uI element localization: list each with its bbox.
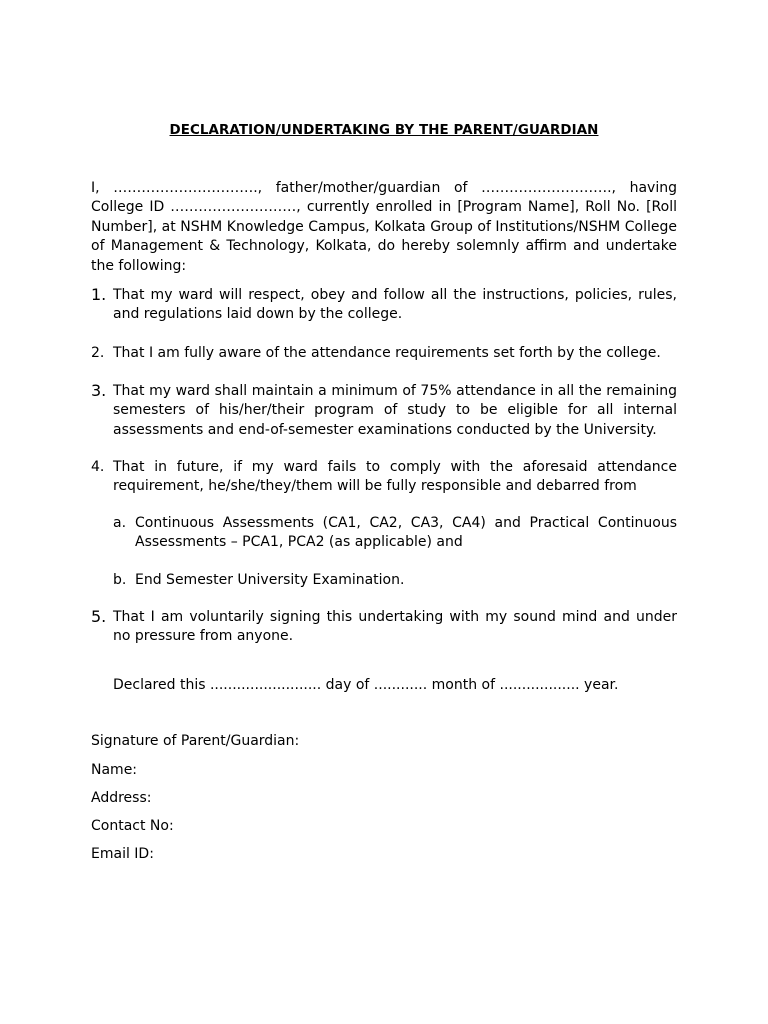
list-item-number: 3. xyxy=(91,381,107,400)
list-item-number: 2. xyxy=(91,345,105,361)
email-label: Email ID: xyxy=(91,846,154,862)
list-item xyxy=(91,382,677,440)
signature-label: Signature of Parent/Guardian: xyxy=(91,733,300,749)
sub-list-item-letter: a. xyxy=(113,515,127,531)
sub-list-item xyxy=(113,514,677,553)
sub-list-item-letter: b. xyxy=(113,572,127,588)
list-item-text: That my ward shall maintain a minimum of 75% attendance in all the remaining semesters of his/her/their program of study to be eligible for all internal assessments and end-of-semester examinations conducted by the University. xyxy=(113,383,677,438)
list-item-text: That in future, if my ward fails to comply with the aforesaid attendance requirement, he/she/they/them will be fully responsible and debarred from xyxy=(113,459,677,495)
contact-label: Contact No: xyxy=(91,818,174,834)
document-title: DECLARATION/UNDERTAKING BY THE PARENT/GUARDIAN xyxy=(169,123,599,138)
list-item xyxy=(91,458,677,497)
list-item-text: That I am voluntarily signing this undertaking with my sound mind and under no pressure from anyone. xyxy=(113,609,677,645)
list-item xyxy=(91,608,677,647)
list-item-text: That I am fully aware of the attendance requirements set forth by the college. xyxy=(113,345,661,361)
name-label: Name: xyxy=(91,762,138,778)
address-label: Address: xyxy=(91,790,152,806)
list-item-text: That my ward will respect, obey and follow all the instructions, policies, rules, and regulations laid down by the college. xyxy=(113,287,677,323)
list-item-number: 5. xyxy=(91,607,107,626)
declaration-date-line: Declared this ......................... day of ............ month of .................. year. xyxy=(113,677,619,693)
sub-list-item-text: End Semester University Examination. xyxy=(135,572,405,588)
sub-list-item-text: Continuous Assessments (CA1, CA2, CA3, CA4) and Practical Continuous Assessments – PCA1, PCA2 (as applicable) and xyxy=(135,515,677,551)
list-item-number: 4. xyxy=(91,459,105,475)
list-item xyxy=(91,344,677,363)
sub-list-item xyxy=(113,571,677,590)
list-item xyxy=(91,286,677,325)
list-item-number: 1. xyxy=(91,285,107,304)
intro-paragraph: I, …………………………., father/mother/guardian of ………………………., having College ID ………………………, currently enrolled in [Program Name], Roll No. [Roll Number], at NSHM Knowledge Campus, Kolkata Group of Institutions/NSHM College of Management & Technology, Kolkata, do hereby solemnly affirm and undertake the following: xyxy=(91,180,677,274)
